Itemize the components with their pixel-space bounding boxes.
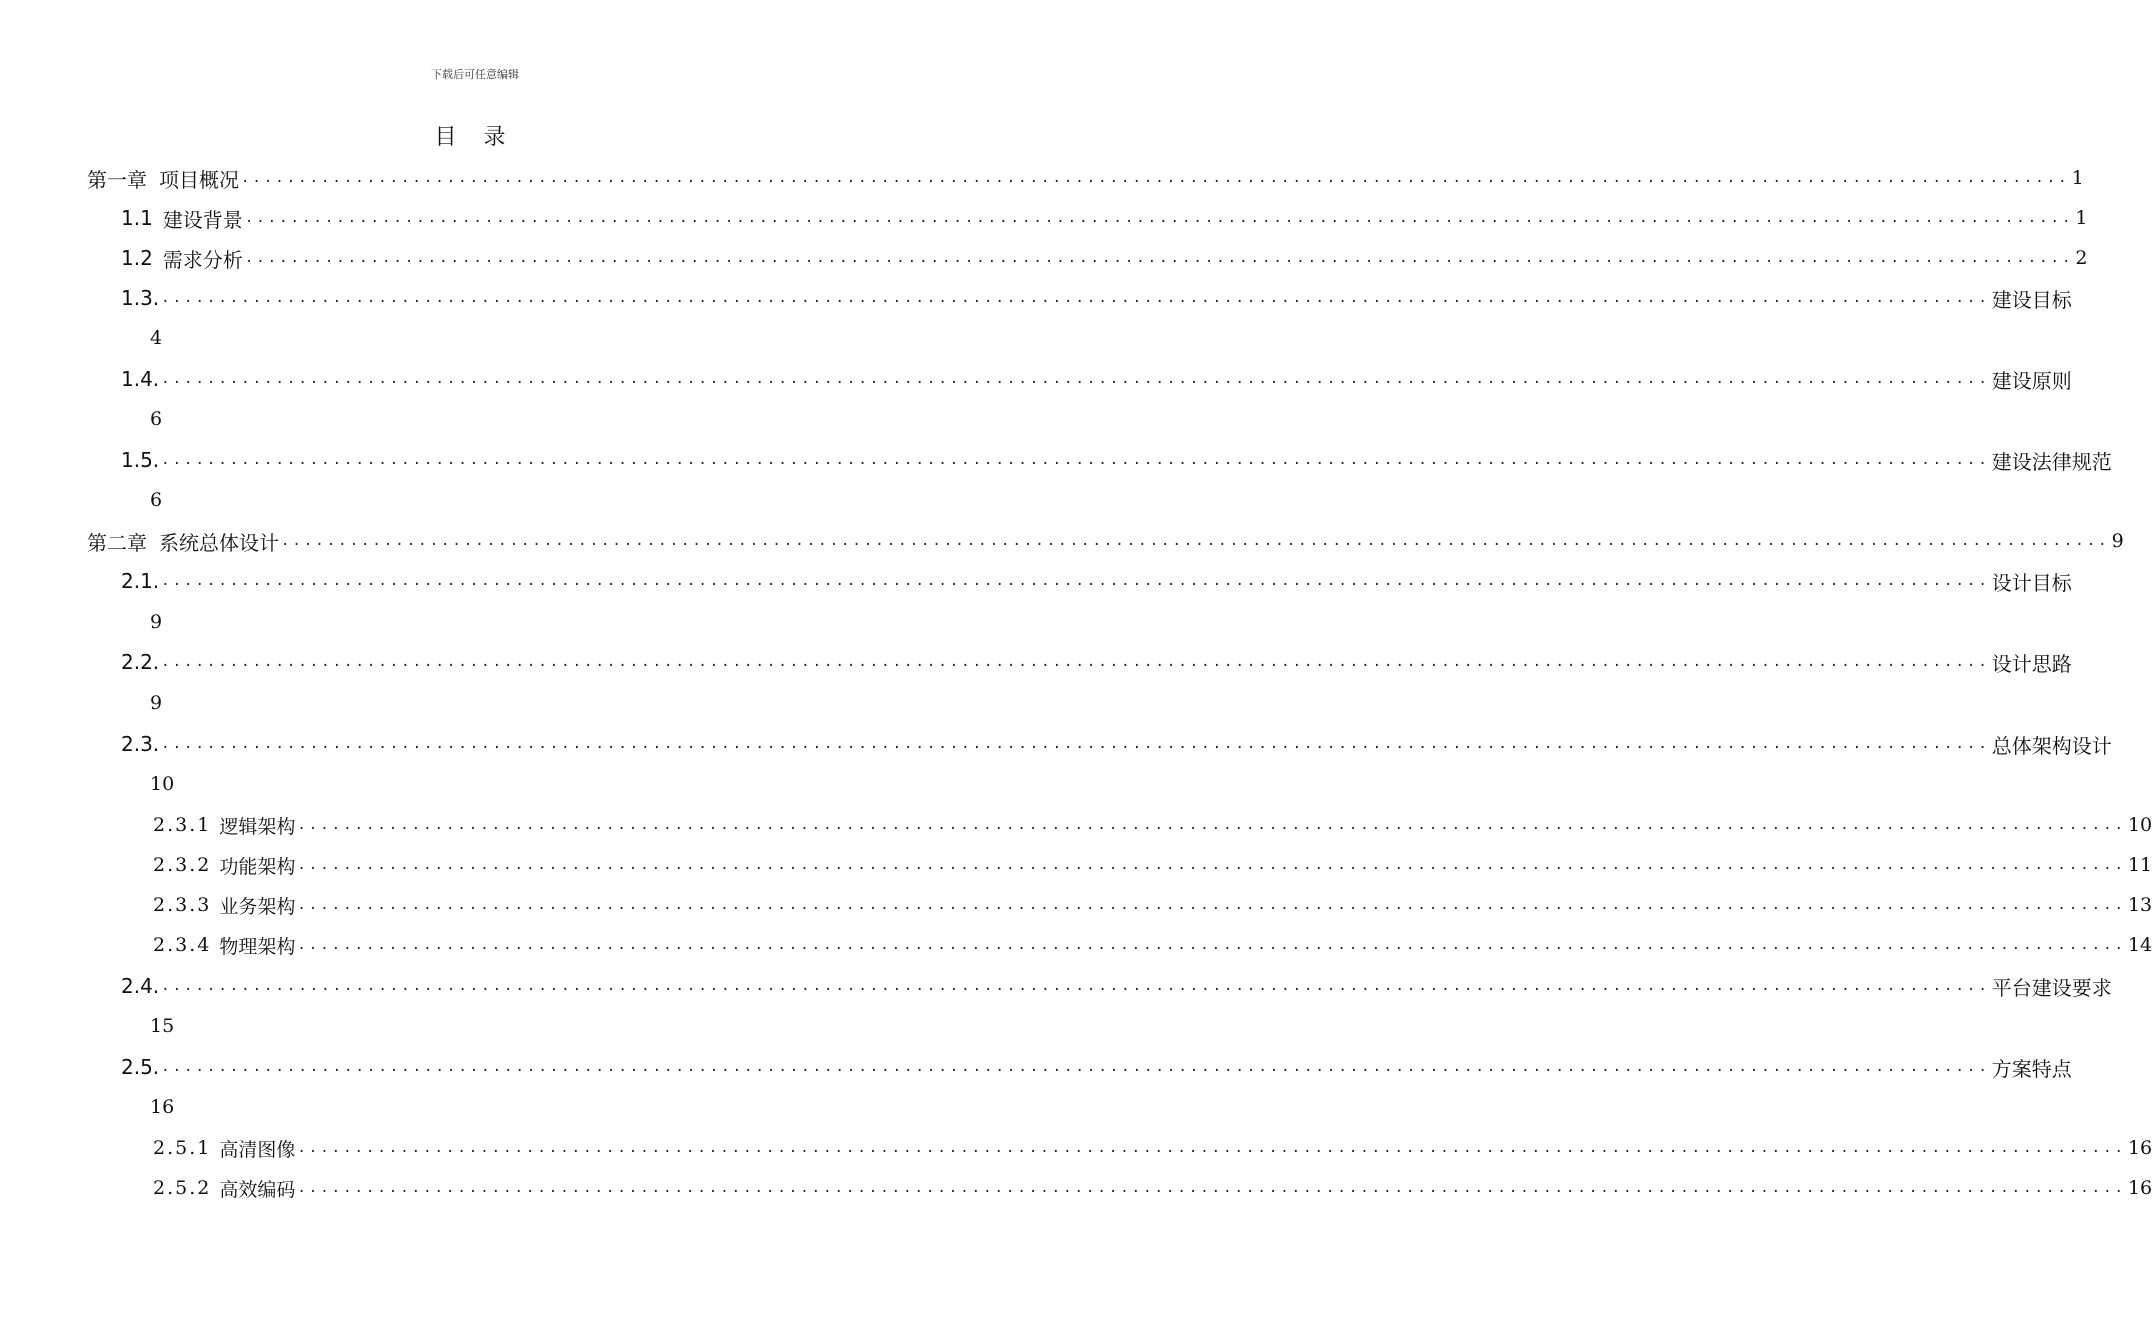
toc-leader-dots: ................................................................................................................................................................ <box>161 371 1990 387</box>
toc-leader-dots: ................................................................................................................................................................ <box>244 210 2074 226</box>
toc-title: 目 录 <box>434 125 516 150</box>
toc-entry-title: 物理架构 <box>219 935 296 958</box>
toc-entry-title: 逻辑架构 <box>219 815 296 838</box>
toc-entry-number: 2.3. <box>121 732 160 756</box>
toc-entry-title: 设计目标 <box>1991 570 2072 595</box>
toc-entry-title: 需求分析 <box>162 247 243 272</box>
toc-entry-page: 16 <box>150 1096 175 1118</box>
toc-leader-dots: ................................................................................................................................................................ <box>297 937 2126 953</box>
toc-leader-dots: ................................................................................................................................................................ <box>161 290 1990 306</box>
toc-entry-number: 2.1. <box>121 569 160 593</box>
toc-entry-number: 2.4. <box>121 974 160 998</box>
toc-entry-title: 功能架构 <box>219 855 296 878</box>
toc-entry-number: 1.5. <box>121 448 160 472</box>
toc-leader-dots: ................................................................................................................................................................ <box>297 1140 2126 1156</box>
toc-entry-2-3-2[interactable] <box>153 849 2152 881</box>
toc-leader-dots: ................................................................................................................................................................ <box>297 1180 2126 1196</box>
toc-entry-2-3-4[interactable] <box>153 929 2152 961</box>
toc-entry-page: 9 <box>150 692 163 714</box>
toc-leader-dots: ................................................................................................................................................................ <box>161 654 1990 670</box>
toc-entry-title: 业务架构 <box>219 895 296 918</box>
toc-entry-title: 平台建设要求 <box>1991 975 2112 1000</box>
toc-entry-page: 9 <box>150 611 163 633</box>
toc-entry-1-2[interactable] <box>121 242 2088 274</box>
toc-entry-chapter-2[interactable] <box>87 525 2124 557</box>
toc-entry-title: 项目概况 <box>159 167 239 192</box>
toc-entry-title: 建设目标 <box>1991 287 2072 312</box>
toc-entry-page: 6 <box>150 489 163 511</box>
toc-leader-dots: ................................................................................................................................................................ <box>244 250 2074 266</box>
toc-leader-dots: ................................................................................................................................................................ <box>297 817 2126 833</box>
toc-entry-page: 1 <box>2075 207 2088 229</box>
toc-entry-number: 2.3.2 <box>153 854 212 876</box>
toc-leader-dots: ................................................................................................................................................................ <box>161 736 1990 752</box>
toc-leader-dots: ................................................................................................................................................................ <box>297 897 2126 913</box>
toc-entry-number: 1.3. <box>121 286 160 310</box>
toc-leader-dots: ................................................................................................................................................................ <box>161 573 1990 589</box>
toc-leader-dots: ................................................................................................................................................................ <box>161 452 1990 468</box>
toc-entry-number: 2.5.1 <box>153 1137 212 1159</box>
toc-entry-2-3[interactable] <box>121 728 2112 760</box>
toc-entry-number: 2.5. <box>121 1055 160 1079</box>
toc-entry-2-5[interactable] <box>121 1051 2072 1083</box>
toc-entry-page: 16 <box>2127 1177 2152 1199</box>
toc-leader-dots: ................................................................................................................................................................ <box>241 170 2070 186</box>
toc-entry-1-1[interactable] <box>121 202 2088 234</box>
toc-entry-title: 系统总体设计 <box>159 530 279 555</box>
toc-entry-number: 2.3.1 <box>153 814 212 836</box>
toc-leader-dots: ................................................................................................................................................................ <box>161 1059 1990 1075</box>
toc-entry-title: 总体架构设计 <box>1991 733 2112 758</box>
toc-entry-page: 13 <box>2127 894 2152 916</box>
toc-entry-2-1[interactable] <box>121 565 2072 597</box>
toc-leader-dots: ................................................................................................................................................................ <box>161 978 1990 994</box>
toc-entry-page: 16 <box>2127 1137 2152 1159</box>
toc-entry-2-3-1[interactable] <box>153 809 2152 841</box>
toc-entry-number: 1.1 <box>121 206 153 230</box>
toc-leader-dots: ................................................................................................................................................................ <box>297 857 2126 873</box>
toc-entry-page: 2 <box>2075 247 2088 269</box>
toc-entry-number: 2.3.3 <box>153 894 212 916</box>
toc-entry-1-3[interactable] <box>121 282 2072 314</box>
toc-entry-number: 1.4. <box>121 367 160 391</box>
toc-entry-2-5-2[interactable] <box>153 1172 2152 1204</box>
toc-entry-1-5[interactable] <box>121 444 2112 476</box>
toc-entry-page: 10 <box>2127 814 2152 836</box>
toc-entry-2-2[interactable] <box>121 646 2072 678</box>
toc-entry-page: 15 <box>150 1015 175 1037</box>
toc-entry-title: 高清图像 <box>219 1138 296 1161</box>
toc-entry-page: 1 <box>2071 167 2084 189</box>
toc-entry-number: 2.2. <box>121 650 160 674</box>
toc-leader-dots: ................................................................................................................................................................ <box>281 533 2110 549</box>
toc-entry-2-4[interactable] <box>121 970 2112 1002</box>
toc-entry-number: 第二章 <box>87 530 147 555</box>
toc-entry-page: 4 <box>150 327 163 349</box>
toc-entry-number: 第一章 <box>87 167 147 192</box>
toc-entry-2-3-3[interactable] <box>153 889 2152 921</box>
toc-entry-title: 高效编码 <box>219 1178 296 1201</box>
toc-entry-page: 6 <box>150 408 163 430</box>
toc-entry-page: 14 <box>2127 934 2152 956</box>
toc-entry-page: 11 <box>2127 854 2152 876</box>
toc-entry-1-4[interactable] <box>121 363 2072 395</box>
toc-entry-2-5-1[interactable] <box>153 1132 2152 1164</box>
toc-entry-page: 10 <box>150 773 175 795</box>
toc-entry-title: 建设原则 <box>1991 368 2072 393</box>
toc-entry-title: 建设法律规范 <box>1991 449 2112 474</box>
header-note: 下载后可任意编辑 <box>431 68 519 81</box>
toc-entry-page: 9 <box>2111 530 2124 552</box>
toc-entry-title: 建设背景 <box>162 207 243 232</box>
toc-entry-title: 方案特点 <box>1991 1056 2072 1081</box>
toc-entry-chapter-1[interactable] <box>87 162 2084 194</box>
toc-entry-number: 1.2 <box>121 246 153 270</box>
toc-entry-title: 设计思路 <box>1991 651 2072 676</box>
toc-entry-number: 2.3.4 <box>153 934 212 956</box>
toc-entry-number: 2.5.2 <box>153 1177 212 1199</box>
